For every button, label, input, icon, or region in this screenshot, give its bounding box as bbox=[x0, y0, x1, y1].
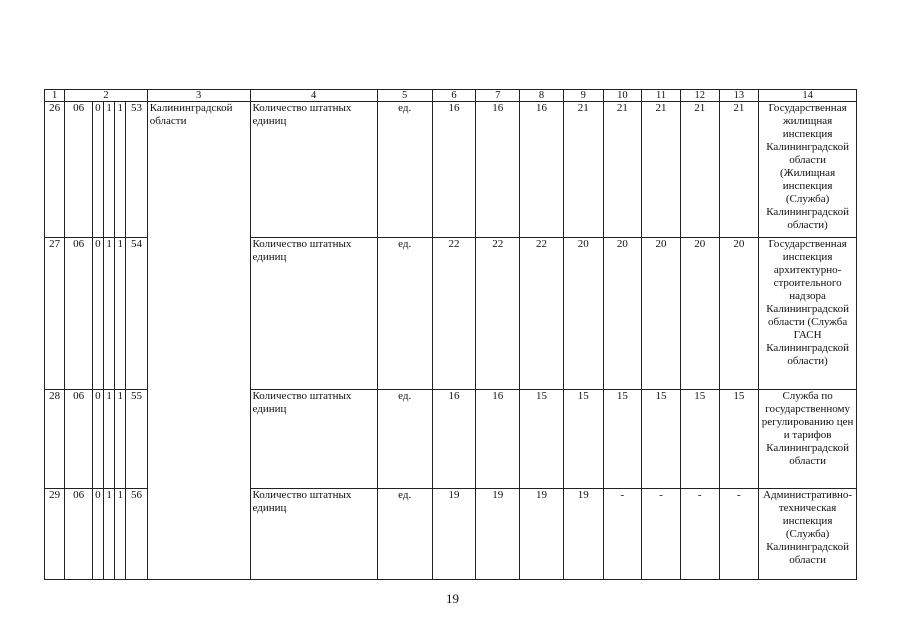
value-cell: 21 bbox=[680, 102, 719, 238]
value-cell: - bbox=[642, 489, 681, 580]
value-cell: 22 bbox=[476, 238, 520, 390]
value-cell: 21 bbox=[642, 102, 681, 238]
code-part: 06 bbox=[65, 489, 92, 580]
value-cell: 15 bbox=[603, 390, 642, 489]
header-cell-1: 1 bbox=[45, 90, 65, 102]
header-cell-2: 2 bbox=[65, 90, 147, 102]
header-cell-4: 4 bbox=[250, 90, 377, 102]
value-cell: 21 bbox=[563, 102, 603, 238]
value-cell: 20 bbox=[603, 238, 642, 390]
row-number: 28 bbox=[45, 390, 65, 489]
page-number: 19 bbox=[446, 591, 459, 606]
header-cell-10: 10 bbox=[603, 90, 642, 102]
header-row bbox=[45, 90, 857, 102]
value-cell: - bbox=[603, 489, 642, 580]
unit-cell: ед. bbox=[377, 238, 432, 390]
organization-cell: Административно-техническая инспекция (Служба) Калининградской области bbox=[759, 489, 857, 580]
value-cell: - bbox=[680, 489, 719, 580]
value-cell: 21 bbox=[603, 102, 642, 238]
value-cell: 19 bbox=[520, 489, 564, 580]
code-part: 1 bbox=[104, 489, 115, 580]
value-cell: 16 bbox=[476, 390, 520, 489]
value-cell: 16 bbox=[476, 102, 520, 238]
code-part: 1 bbox=[115, 489, 126, 580]
value-cell: 20 bbox=[642, 238, 681, 390]
value-cell: 19 bbox=[563, 489, 603, 580]
value-cell: 15 bbox=[719, 390, 759, 489]
header-cell-8: 8 bbox=[520, 90, 564, 102]
header-cell-14: 14 bbox=[759, 90, 857, 102]
value-cell: 15 bbox=[520, 390, 564, 489]
value-cell: 22 bbox=[520, 238, 564, 390]
code-part: 1 bbox=[104, 238, 115, 390]
indicator-name: Количество штатных единиц bbox=[250, 489, 377, 580]
header-cell-3: 3 bbox=[147, 90, 250, 102]
indicators-table bbox=[44, 89, 857, 580]
value-cell: 16 bbox=[432, 390, 476, 489]
code-part: 1 bbox=[115, 390, 126, 489]
row-number: 27 bbox=[45, 238, 65, 390]
row-number: 29 bbox=[45, 489, 65, 580]
unit-cell: ед. bbox=[377, 489, 432, 580]
value-cell: 20 bbox=[680, 238, 719, 390]
code-part: 06 bbox=[65, 238, 92, 390]
value-cell: 15 bbox=[563, 390, 603, 489]
unit-cell: ед. bbox=[377, 390, 432, 489]
organization-cell: Государственная инспекция архитектурно-строительного надзора Калининградской области (Служба ГАСН Калининградской области) bbox=[759, 238, 857, 390]
row-number: 26 bbox=[45, 102, 65, 238]
value-cell: 16 bbox=[432, 102, 476, 238]
organization-cell: Служба по государственному регулированию цен и тарифов Калининградской области bbox=[759, 390, 857, 489]
indicator-name: Количество штатных единиц bbox=[250, 390, 377, 489]
code-part: 0 bbox=[92, 238, 103, 390]
header-cell-7: 7 bbox=[476, 90, 520, 102]
value-cell: 16 bbox=[520, 102, 564, 238]
code-part: 06 bbox=[65, 102, 92, 238]
code-part: 0 bbox=[92, 390, 103, 489]
value-cell: - bbox=[719, 489, 759, 580]
code-part: 0 bbox=[92, 489, 103, 580]
code-part: 0 bbox=[92, 102, 103, 238]
value-cell: 15 bbox=[680, 390, 719, 489]
code-part: 54 bbox=[126, 238, 147, 390]
table-row bbox=[45, 102, 857, 238]
value-cell: 20 bbox=[719, 238, 759, 390]
code-part: 1 bbox=[115, 238, 126, 390]
region-cell: Калининградской области bbox=[147, 102, 250, 580]
header-cell-11: 11 bbox=[642, 90, 681, 102]
code-part: 06 bbox=[65, 390, 92, 489]
code-part: 53 bbox=[126, 102, 147, 238]
header-cell-13: 13 bbox=[719, 90, 759, 102]
unit-cell: ед. bbox=[377, 102, 432, 238]
value-cell: 19 bbox=[432, 489, 476, 580]
organization-cell: Государственная жилищная инспекция Калининградской области (Жилищная инспекция (Служба) Калининградской области) bbox=[759, 102, 857, 238]
header-cell-6: 6 bbox=[432, 90, 476, 102]
value-cell: 21 bbox=[719, 102, 759, 238]
code-part: 1 bbox=[104, 390, 115, 489]
value-cell: 19 bbox=[476, 489, 520, 580]
code-part: 55 bbox=[126, 390, 147, 489]
indicator-name: Количество штатных единиц bbox=[250, 102, 377, 238]
header-cell-9: 9 bbox=[563, 90, 603, 102]
code-part: 1 bbox=[104, 102, 115, 238]
value-cell: 22 bbox=[432, 238, 476, 390]
value-cell: 20 bbox=[563, 238, 603, 390]
code-part: 1 bbox=[115, 102, 126, 238]
header-cell-5: 5 bbox=[377, 90, 432, 102]
value-cell: 15 bbox=[642, 390, 681, 489]
header-cell-12: 12 bbox=[680, 90, 719, 102]
indicator-name: Количество штатных единиц bbox=[250, 238, 377, 390]
code-part: 56 bbox=[126, 489, 147, 580]
